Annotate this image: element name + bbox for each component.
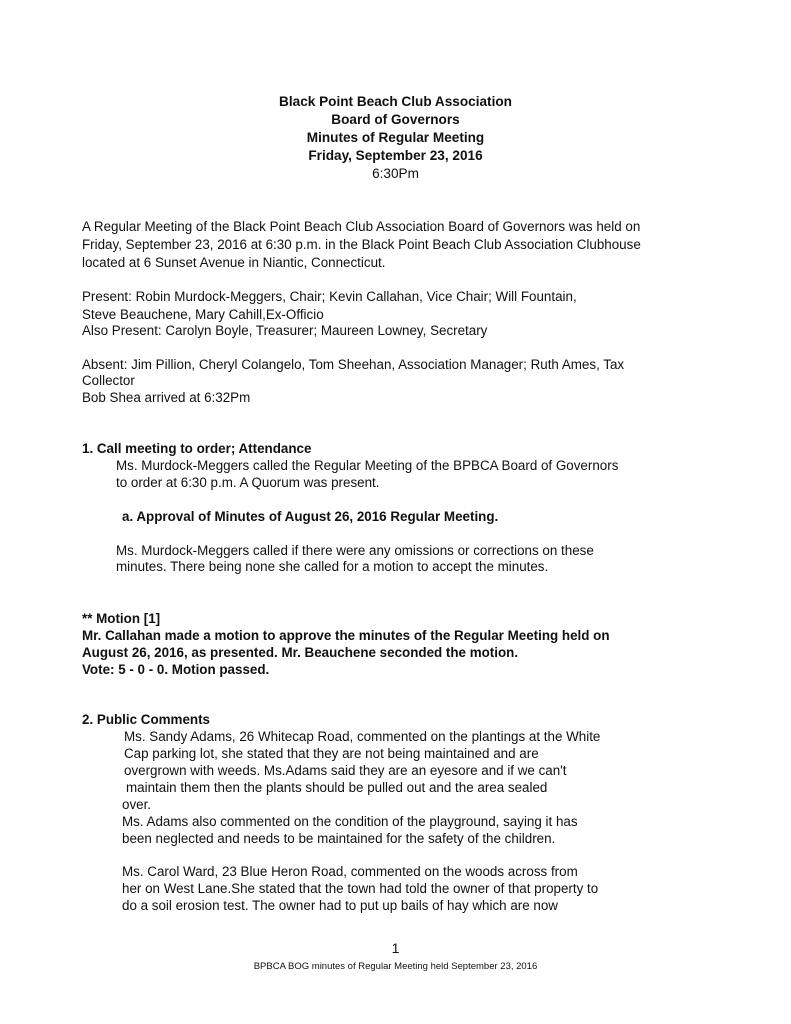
section-1a-body-line: Ms. Murdock-Meggers called if there were any omissions or corrections on these bbox=[116, 543, 594, 558]
section-2-body-line: Ms. Adams also commented on the condition of the playground, saying it has bbox=[122, 814, 578, 829]
motion-text-line: Mr. Callahan made a motion to approve the minutes of the Regular Meeting held on bbox=[82, 628, 610, 643]
absent-line: Collector bbox=[82, 373, 135, 388]
intro-line: A Regular Meeting of the Black Point Beach Club Association Board of Governors was held on bbox=[82, 219, 641, 234]
section-2-body-line: Ms. Carol Ward, 23 Blue Heron Road, commented on the woods across from bbox=[122, 864, 578, 879]
section-1a-body-line: minutes. There being none she called for a motion to accept the minutes. bbox=[116, 559, 549, 574]
section-1-heading: 1. Call meeting to order; Attendance bbox=[82, 441, 312, 456]
meeting-date: Friday, September 23, 2016 bbox=[308, 148, 483, 163]
document-title: Black Point Beach Club Association bbox=[279, 94, 512, 109]
present-line: Present: Robin Murdock-Meggers, Chair; Kevin Callahan, Vice Chair; Will Fountain, bbox=[82, 289, 577, 304]
section-2-heading: 2. Public Comments bbox=[82, 712, 210, 727]
intro-line: Friday, September 23, 2016 at 6:30 p.m. in the Black Point Beach Club Association Clubhouse bbox=[82, 237, 641, 252]
section-2-body-line: maintain them then the plants should be pulled out and the area sealed bbox=[126, 780, 548, 795]
section-2-body-line: Ms. Sandy Adams, 26 Whitecap Road, commented on the plantings at the White bbox=[124, 729, 601, 744]
section-2-body-line: Cap parking lot, she stated that they are not being maintained and are bbox=[124, 746, 539, 761]
also-present-line: Also Present: Carolyn Boyle, Treasurer; Maureen Lowney, Secretary bbox=[82, 323, 488, 338]
section-1-body-line: to order at 6:30 p.m. A Quorum was present. bbox=[116, 475, 380, 490]
section-2-body-line: been neglected and needs to be maintained for the safety of the children. bbox=[122, 831, 556, 846]
meeting-time: 6:30Pm bbox=[372, 166, 419, 181]
motion-text-line: August 26, 2016, as presented. Mr. Beauchene seconded the motion. bbox=[82, 645, 519, 660]
section-1a-heading: a. Approval of Minutes of August 26, 2016 Regular Meeting. bbox=[122, 509, 499, 524]
page-number: 1 bbox=[391, 940, 400, 956]
present-line: Steve Beauchene, Mary Cahill,Ex-Officio bbox=[82, 307, 324, 322]
footer-text: BPBCA BOG minutes of Regular Meeting held September 23, 2016 bbox=[253, 961, 538, 972]
section-2-body-line: overgrown with weeds. Ms.Adams said they are an eyesore and if we can't bbox=[124, 763, 567, 778]
motion-vote-line: Vote: 5 - 0 - 0. Motion passed. bbox=[82, 662, 270, 677]
motion-label: ** Motion [1] bbox=[82, 611, 161, 626]
section-2-body-line: her on West Lane.She stated that the town had told the owner of that property to bbox=[122, 881, 599, 896]
meeting-type: Minutes of Regular Meeting bbox=[306, 130, 485, 145]
section-1-body-line: Ms. Murdock-Meggers called the Regular Meeting of the BPBCA Board of Governors bbox=[116, 458, 619, 473]
board-name: Board of Governors bbox=[331, 112, 460, 127]
section-2-body-line: over. bbox=[122, 797, 152, 812]
section-2-body-line: do a soil erosion test. The owner had to put up bails of hay which are now bbox=[122, 898, 558, 913]
absent-line: Absent: Jim Pillion, Cheryl Colangelo, Tom Sheehan, Association Manager; Ruth Ames, Tax bbox=[82, 357, 625, 372]
late-arrival-line: Bob Shea arrived at 6:32Pm bbox=[82, 390, 251, 405]
intro-line: located at 6 Sunset Avenue in Niantic, Connecticut. bbox=[82, 255, 386, 270]
